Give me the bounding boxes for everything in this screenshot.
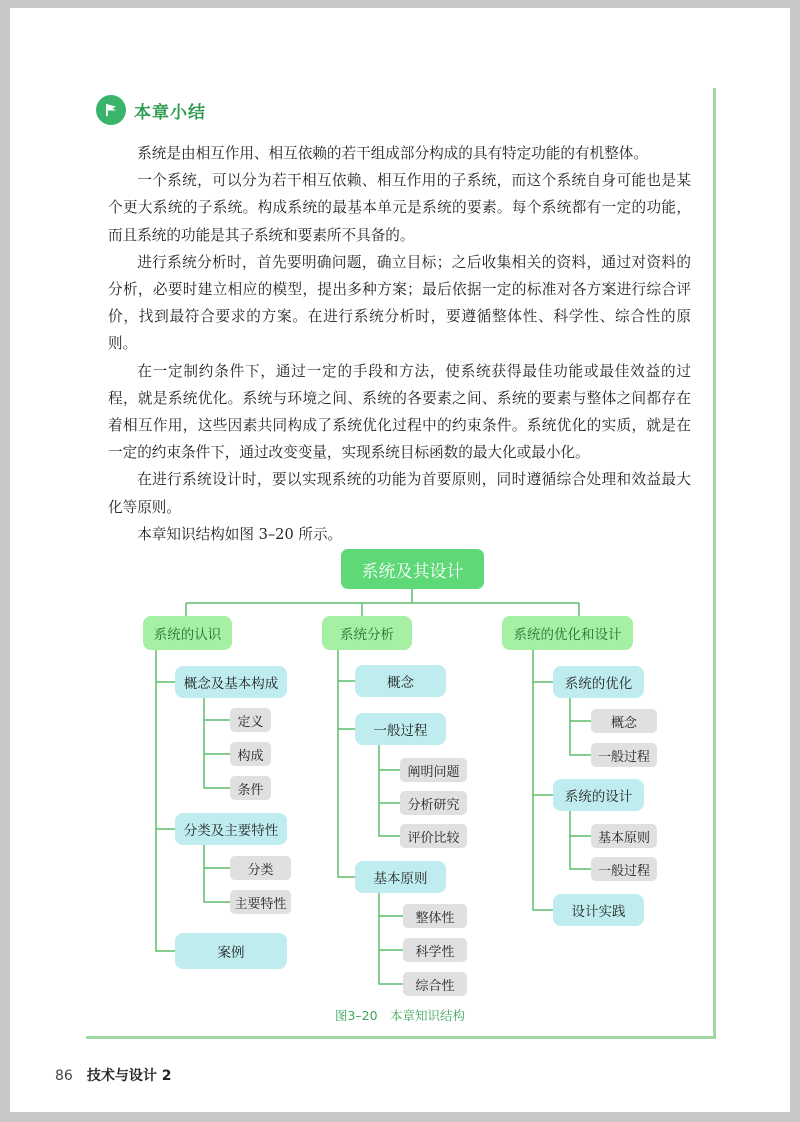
leaf-clarify-problem: 阐明问题	[400, 758, 467, 782]
leaf-scientific: 科学性	[403, 938, 467, 962]
figure-caption: 图3–20 本章知识结构	[334, 1008, 466, 1023]
flag-icon	[96, 95, 126, 125]
node-optimization: 系统的优化	[553, 666, 644, 698]
node-classification-features: 分类及主要特性	[175, 813, 287, 845]
summary-text	[108, 140, 691, 548]
paragraph: 本章知识结构如图 3–20 所示。	[137, 525, 343, 543]
leaf-analyze-research: 分析研究	[400, 791, 467, 815]
node-case: 案例	[175, 933, 287, 969]
leaf-optimization-process: 一般过程	[591, 743, 657, 767]
book-title: 技术与设计 2	[86, 1068, 172, 1084]
root-node: 系统及其设计	[341, 549, 484, 589]
node-design-practice: 设计实践	[553, 894, 644, 926]
paragraph: 在一定制约条件下，通过一定的手段和方法，使系统获得最佳功能或最佳效益的过程，就是系统优化。系统与环境之间、系统的各要素之间、系统的要素与整体之间都存在着相互作用，这些因素共同构成了系统优化过程中的约束条件。系统优化的实质，就是在一定的约束条件下，通过改变变量，实现系统目标函数的最大化或最小化。	[108, 362, 691, 462]
node-analysis-concept: 概念	[355, 665, 446, 697]
branch-system-analysis: 系统分析	[322, 616, 412, 650]
branch-system-understanding: 系统的认识	[143, 616, 232, 650]
paragraph: 一个系统，可以分为若干相互依赖、相互作用的子系统，而这个系统自身可能也是某个更大系统的子系统。构成系统的最基本单元是系统的要素。每个系统都有一定的功能，而且系统的功能是其子系统和要素所不具备的。	[108, 172, 691, 244]
leaf-condition: 条件	[230, 776, 271, 800]
leaf-optimization-concept: 概念	[591, 709, 657, 733]
page-footer	[55, 1065, 171, 1085]
paragraph: 进行系统分析时，首先要明确问题，确立目标；之后收集相关的资料，通过对资料的分析，必要时建立相应的模型，提出多种方案；最后依据一定的标准对各方案进行综合评价，找到最符合要求的方案。在进行系统分析时，要遵循整体性、科学性、综合性的原则。	[108, 253, 691, 353]
leaf-main-features: 主要特性	[230, 890, 291, 914]
node-analysis-process: 一般过程	[355, 713, 446, 745]
leaf-classification: 分类	[230, 856, 291, 880]
leaf-evaluate-compare: 评价比较	[400, 824, 467, 848]
branch-system-optimization-design: 系统的优化和设计	[502, 616, 633, 650]
node-analysis-principle: 基本原则	[355, 861, 446, 893]
leaf-integrity: 整体性	[403, 904, 467, 928]
paragraph: 在进行系统设计时，要以实现系统的功能为首要原则，同时遵循综合处理和效益最大化等原则。	[108, 471, 691, 516]
leaf-design-process: 一般过程	[591, 857, 657, 881]
paragraph: 系统是由相互作用、相互依赖的若干组成部分构成的具有特定功能的有机整体。	[137, 145, 648, 162]
leaf-definition: 定义	[230, 708, 271, 732]
section-title: 本章小结	[134, 102, 206, 123]
section-header	[96, 94, 206, 126]
node-concept-composition: 概念及基本构成	[175, 666, 287, 698]
leaf-comprehensive: 综合性	[403, 972, 467, 996]
leaf-design-principle: 基本原则	[591, 824, 657, 848]
leaf-composition: 构成	[230, 742, 271, 766]
page-number: 86	[55, 1068, 73, 1084]
node-design: 系统的设计	[553, 779, 644, 811]
